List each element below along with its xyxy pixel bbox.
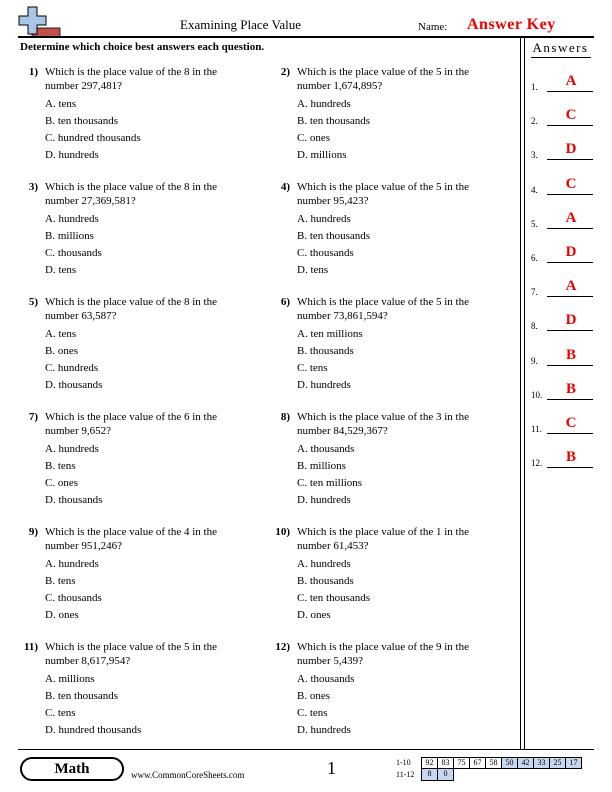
answer-choice: A. hundreds	[297, 558, 351, 570]
question-text: Which is the place value of the 8 in the number 27,369,581?	[45, 181, 217, 207]
question-number: 12)	[275, 641, 290, 653]
answer-choice: D. thousands	[45, 379, 103, 391]
answer-number: 6.	[531, 253, 538, 263]
answer-choice: C. thousands	[45, 592, 102, 604]
score-range-label: 11-12	[396, 770, 415, 779]
answer-choice: C. ten millions	[297, 477, 363, 489]
question-text: Which is the place value of the 9 in the number 5,439?	[297, 641, 469, 667]
answer-choice: D. hundred thousands	[45, 724, 142, 736]
answer-row	[531, 348, 593, 366]
question	[20, 410, 260, 514]
answer-value: C	[565, 107, 577, 124]
question-text: Which is the place value of the 4 in the number 951,246?	[45, 526, 217, 552]
answer-blank-line	[547, 467, 593, 468]
score-cell: 83	[437, 757, 454, 769]
question	[272, 640, 512, 744]
answer-blank-line	[547, 91, 593, 92]
subject-badge: Math	[20, 757, 124, 781]
question-text: Which is the place value of the 8 in the number 63,587?	[45, 296, 217, 322]
answer-row	[531, 211, 593, 229]
question-number: 11)	[23, 641, 38, 653]
choice-list	[45, 327, 102, 395]
answer-choice: C. tens	[45, 707, 76, 719]
answer-choice: C. tens	[297, 707, 328, 719]
question-number: 2)	[280, 66, 290, 78]
answer-number: 10.	[531, 389, 543, 400]
question-text: Which is the place value of the 8 in the number 297,481?	[45, 66, 217, 92]
answer-choice: A. millions	[45, 673, 95, 685]
answers-title: Answers	[532, 40, 589, 55]
answers-panel	[527, 38, 594, 749]
answer-choice: B. millions	[297, 460, 346, 472]
answer-row	[531, 177, 593, 195]
answer-choice: A. ten millions	[297, 328, 363, 340]
choice-list	[45, 557, 102, 625]
score-cell: 67	[469, 757, 486, 769]
answer-number: 8.	[531, 321, 538, 332]
score-row	[396, 757, 582, 769]
answer-value: B	[565, 380, 576, 397]
score-table	[396, 757, 582, 781]
answer-blank-line	[547, 399, 593, 400]
answer-blank-line	[547, 296, 593, 297]
answer-number: 5.	[531, 218, 538, 229]
answer-choice: D. hundreds	[297, 494, 351, 506]
answer-number: 4.	[531, 184, 538, 195]
instructions: Determine which choice best answers each question.	[20, 41, 265, 53]
answer-choice: D. hundreds	[297, 379, 351, 391]
answer-blank-line	[547, 125, 593, 126]
choice-list	[297, 557, 370, 625]
question-number: 6)	[280, 296, 290, 308]
score-cell: 33	[533, 757, 550, 769]
score-row	[396, 769, 582, 781]
question	[272, 410, 512, 514]
answer-choice: B. ten thousands	[297, 230, 371, 242]
choice-list	[45, 672, 141, 740]
question-text: Which is the place value of the 5 in the number 8,617,954?	[45, 641, 217, 667]
answer-blank-line	[547, 228, 593, 229]
question-text: Which is the place value of the 1 in the number 61,453?	[297, 526, 469, 552]
choice-list	[297, 442, 362, 510]
answer-choice: A. thousands	[297, 443, 355, 455]
answer-number: 9.	[531, 355, 538, 366]
answer-choice: D. tens	[45, 264, 77, 276]
score-cell: 92	[421, 757, 438, 769]
choice-list	[297, 212, 370, 280]
answer-blank-line	[547, 194, 593, 195]
answer-key-label: Answer Key	[467, 16, 556, 33]
answer-choice: B. thousands	[297, 345, 354, 357]
score-range-label: 1-10	[396, 758, 411, 767]
score-cell: 17	[565, 757, 582, 769]
question-text: Which is the place value of the 5 in the number 1,674,895?	[297, 66, 469, 92]
score-cell: 8	[421, 769, 438, 781]
website-label: www.CommonCoreSheets.com	[131, 770, 245, 780]
question-number: 8)	[280, 411, 290, 423]
answer-choice: A. hundreds	[297, 98, 351, 110]
score-cell: 42	[517, 757, 534, 769]
answer-row	[531, 313, 593, 331]
answer-choice: A. thousands	[297, 673, 355, 685]
question-number: 10)	[275, 526, 290, 538]
answer-choice: B. ones	[297, 690, 330, 702]
question	[20, 295, 260, 399]
question-number: 7)	[28, 411, 38, 423]
question	[20, 640, 260, 744]
answer-number: 7.	[531, 287, 538, 298]
answer-choice: B. ten thousands	[297, 115, 371, 127]
answer-value: A	[565, 278, 577, 295]
answer-number: 3.	[531, 150, 538, 161]
answer-value: C	[565, 415, 577, 431]
answer-value: A	[565, 73, 577, 89]
answer-choice: C. thousands	[45, 247, 102, 259]
answer-blank-line	[547, 159, 593, 160]
header-divider	[18, 36, 594, 38]
choice-list	[45, 442, 102, 510]
answer-number: 1.	[531, 82, 538, 92]
answer-choice: D. ones	[297, 609, 331, 621]
answer-choice: B. ones	[45, 345, 78, 357]
answer-blank-line	[547, 365, 593, 366]
question-number: 1)	[28, 66, 38, 78]
answer-choice: B. tens	[45, 575, 76, 587]
answer-choice: C. ones	[45, 477, 78, 489]
question	[20, 65, 260, 169]
score-cell: 58	[485, 757, 502, 769]
answer-choice: B. millions	[45, 230, 94, 242]
score-cell: 0	[437, 769, 454, 781]
answer-value: D	[565, 141, 577, 158]
answer-choice: A. tens	[45, 328, 77, 340]
answer-choice: D. millions	[297, 149, 347, 161]
column-divider	[520, 37, 521, 749]
question-number: 5)	[28, 296, 38, 308]
column-divider	[524, 37, 525, 749]
question-text: Which is the place value of the 5 in the number 73,861,594?	[297, 296, 469, 322]
answer-row	[531, 142, 593, 160]
score-cell: 75	[453, 757, 470, 769]
answer-choice: B. thousands	[297, 575, 354, 587]
question	[272, 180, 512, 284]
answer-row	[531, 279, 593, 297]
answer-choice: C. ones	[297, 132, 330, 144]
answer-choice: D. ones	[45, 609, 79, 621]
question	[272, 65, 512, 169]
worksheet-title: Examining Place Value	[180, 17, 302, 32]
question-number: 3)	[28, 181, 38, 193]
answer-value: D	[565, 244, 577, 260]
answer-value: A	[565, 209, 577, 226]
answer-value: C	[565, 175, 577, 192]
answer-choice: B. ten thousands	[45, 690, 119, 702]
answer-choice: C. ten thousands	[297, 592, 371, 604]
choice-list	[297, 97, 370, 165]
answer-row	[531, 416, 593, 434]
question-text: Which is the place value of the 6 in the number 9,652?	[45, 411, 217, 437]
answer-value: B	[565, 449, 576, 466]
answer-choice: A. tens	[45, 98, 77, 110]
question	[20, 525, 260, 629]
plus-logo-icon	[18, 6, 62, 38]
answer-number: 2.	[531, 116, 538, 127]
choice-list	[45, 97, 141, 165]
answers-title-underline	[531, 57, 591, 58]
answer-choice: D. tens	[297, 264, 329, 276]
answer-blank-line	[547, 262, 593, 263]
question-number: 4)	[280, 181, 290, 193]
answer-blank-line	[547, 433, 593, 434]
answer-choice: D. hundreds	[45, 149, 99, 161]
choice-list	[45, 212, 102, 280]
score-cell: 50	[501, 757, 518, 769]
page-number: 1	[327, 758, 336, 778]
answer-choice: B. tens	[45, 460, 76, 472]
answer-blank-line	[547, 330, 593, 331]
answer-choice: A. hundreds	[45, 213, 99, 225]
answer-choice: B. ten thousands	[45, 115, 119, 127]
answer-choice: C. tens	[297, 362, 328, 374]
answer-choice: C. hundred thousands	[45, 132, 141, 144]
answer-row	[531, 450, 593, 468]
question	[272, 525, 512, 629]
question	[272, 295, 512, 399]
name-label: Name:	[418, 21, 448, 33]
score-cell: 25	[549, 757, 566, 769]
answer-number: 11.	[531, 424, 542, 434]
question-text: Which is the place value of the 5 in the number 95,423?	[297, 181, 469, 207]
choice-list	[297, 672, 354, 740]
answer-choice: A. hundreds	[45, 443, 99, 455]
answer-choice: A. hundreds	[297, 213, 351, 225]
answer-choice: D. thousands	[45, 494, 103, 506]
choice-list	[297, 327, 363, 395]
answer-choice: C. hundreds	[45, 362, 99, 374]
footer-divider	[18, 749, 594, 750]
answer-row	[531, 382, 593, 400]
answer-number: 12.	[531, 458, 543, 469]
answer-choice: A. hundreds	[45, 558, 99, 570]
answer-row	[531, 108, 593, 126]
answer-value: B	[565, 346, 576, 363]
question-number: 9)	[28, 526, 38, 538]
answer-value: D	[565, 312, 577, 329]
question-text: Which is the place value of the 3 in the number 84,529,367?	[297, 411, 469, 437]
answer-choice: D. hundreds	[297, 724, 351, 736]
question	[20, 180, 260, 284]
answer-choice: C. thousands	[297, 247, 354, 259]
answer-row	[531, 245, 593, 263]
answer-row	[531, 74, 593, 92]
